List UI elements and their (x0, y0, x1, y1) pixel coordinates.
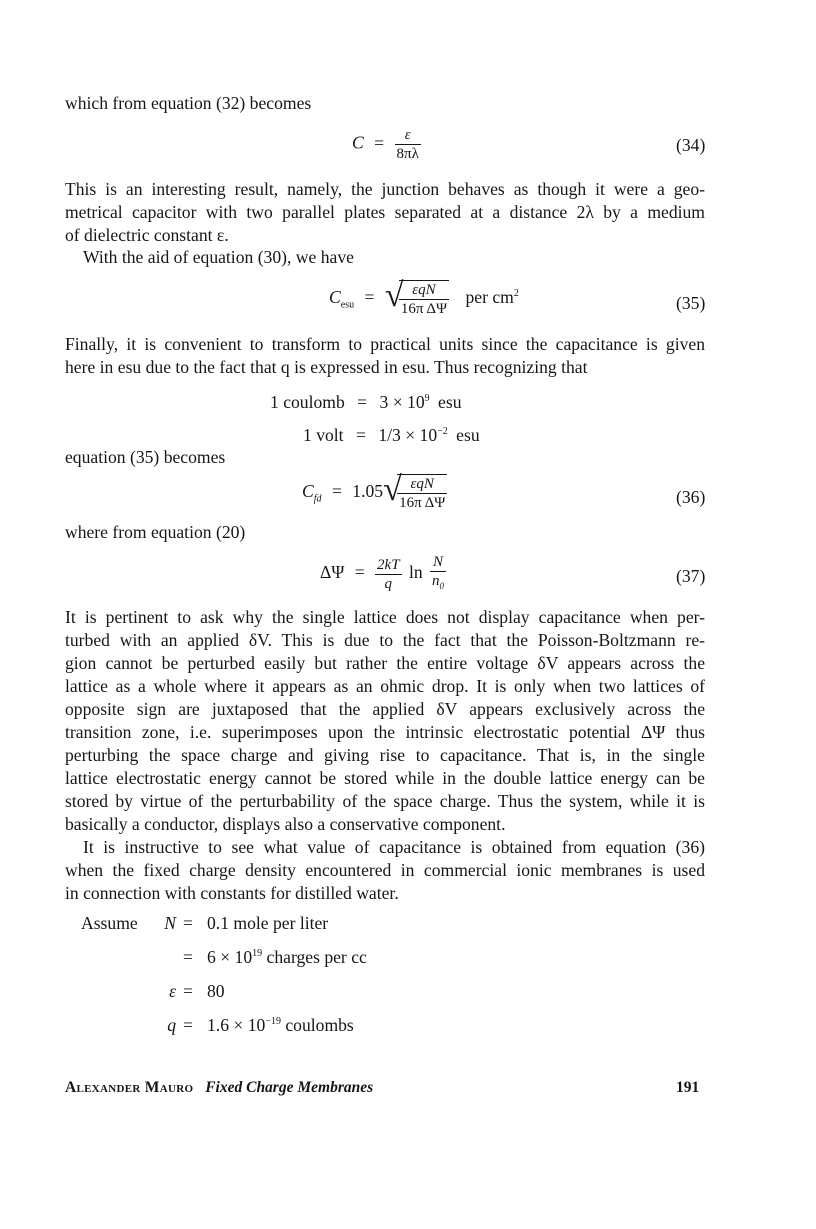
eq36-lhs: C (302, 481, 314, 502)
para-line: in connection with constants for distilled water. (65, 883, 399, 903)
para-line: gion cannot be perturbed easily but rather the entire voltage δV appears across the (65, 653, 705, 673)
assume-equals: = (183, 913, 193, 933)
para-line: basically a conductor, displays also a conservative component. (65, 814, 506, 834)
equation-34 (352, 126, 421, 163)
eq35-equals: = (364, 287, 375, 308)
eq35-radical (384, 277, 449, 318)
assume-sup: −19 (265, 1016, 281, 1028)
intro-text: which from equation (32) becomes (65, 93, 312, 113)
eq35-unit-sup: 2 (513, 288, 519, 300)
eq35-lhs: C (329, 287, 341, 308)
eq36-radical (383, 471, 447, 512)
conv1-lhs: 1 coulomb (270, 392, 345, 412)
eq37-equals: = (354, 562, 365, 583)
eq34-denominator: 8πλ (396, 146, 419, 162)
para-line: stored by virtue of the perturbability of the space charge. Thus the system, while it is (65, 791, 705, 811)
eq37-fraction-1 (375, 556, 402, 593)
page-number: 191 (676, 1079, 700, 1096)
footer-running-head (65, 1079, 373, 1097)
eq37-ln: ln (408, 562, 423, 583)
assume-rhs: 0.1 mole per liter (207, 913, 329, 933)
para-line: metrical capacitor with two parallel plates separated at a distance 2λ by a medium (65, 202, 705, 222)
paragraph-finally (65, 333, 705, 379)
assume-equals: = (183, 981, 193, 1001)
eq37-numerator: 2kT (377, 556, 400, 573)
eq34-numerator: ε (404, 127, 411, 143)
assume-equals: = (183, 1015, 193, 1035)
eq34-lhs: C (352, 132, 364, 153)
assume-lhs: ε (169, 981, 176, 1001)
para-line: perturbing the space charge and giving rise to capacitance. That is, in the single (65, 745, 705, 765)
eq37-den2-sub: 0 (439, 581, 445, 591)
para-line: lattice electrostatic energy cannot be stored while in the double lattice energy can be (65, 768, 705, 788)
assume-rhs-text: 1.6 × 10 (207, 1015, 266, 1035)
assume-rhs (207, 1015, 354, 1036)
paragraph-interesting-result (65, 178, 705, 247)
para-line: lattice as a whole where it appears as an ohmic drop. It is only when two lattices of (65, 676, 705, 696)
eq35-numerator: εqN (412, 282, 436, 298)
eq35-fraction (399, 280, 449, 318)
eq36-lhs-sub: fd (313, 493, 322, 505)
eq36-denominator: 16π ΔΨ (399, 495, 446, 511)
assume-label: Assume (81, 913, 138, 933)
eq35-lhs-sub: esu (340, 299, 355, 311)
eq37-number: (37) (676, 566, 706, 586)
footer-title: Fixed Charge Membranes (205, 1079, 374, 1096)
conv1-rhs: 3 × 10 (379, 392, 425, 412)
para-line: It is pertinent to ask why the single lattice does not display capacitance when per- (65, 607, 705, 627)
eq34-number: (34) (676, 135, 706, 155)
eq35-number: (35) (676, 293, 706, 313)
eq35-unit-text: per cm (465, 287, 514, 308)
conv2-sup: −2 (437, 426, 448, 438)
assume-tail: charges per cc (262, 947, 367, 967)
eq36-numerator: εqN (410, 476, 434, 492)
assume-tail: coulombs (280, 1015, 354, 1035)
assume-rhs-text: 6 × 10 (207, 947, 253, 967)
assume-lhs: q (167, 1015, 176, 1035)
assume-equals: = (183, 947, 193, 967)
conv2-unit: esu (456, 425, 480, 445)
para-line: when the fixed charge density encountered in commercial ionic membranes is used (65, 860, 705, 880)
equation-35 (329, 277, 519, 318)
eq34-equals: = (374, 132, 385, 153)
assume-sup: 19 (252, 948, 263, 960)
conv2-equals: = (355, 425, 366, 445)
eq35-unit (465, 287, 518, 307)
para-line: This is an interesting result, namely, the junction behaves as though it were a geo- (65, 179, 705, 199)
equation-36 (302, 471, 447, 512)
assume-rhs (207, 947, 367, 968)
conversion-volt (303, 425, 480, 446)
conv2-lhs: 1 volt (303, 425, 344, 445)
eq37-numerator-2: N (433, 554, 444, 570)
para-line: turbed with an applied δV. This is due to the fact that the Poisson-Boltzmann re- (65, 630, 705, 650)
eq37-lhs: ΔΨ (320, 562, 345, 583)
eq36-number: (36) (676, 487, 706, 507)
paragraph-instructive (65, 836, 705, 905)
eq37-denominator-2 (430, 571, 446, 595)
eq37-denominator: q (375, 574, 402, 593)
conv1-sup: 9 (424, 393, 430, 405)
eq36-fraction (397, 474, 447, 512)
para-line: here in esu due to the fact that q is expressed in esu. Thus recognizing that (65, 357, 588, 377)
eq36-coefficient: 1.05 (352, 481, 384, 502)
para-line: Finally, it is convenient to transform to practical units since the capacitance is given (65, 334, 705, 354)
conv2-rhs: 1/3 × 10 (378, 425, 438, 445)
where-text: where from equation (20) (65, 522, 246, 542)
assume-lhs: N (164, 913, 176, 933)
conv1-equals: = (357, 392, 368, 412)
aid-text: With the aid of equation (30), we have (83, 247, 354, 267)
eq37-den2-text: n (432, 573, 440, 589)
para-line: opposite sign are juxtaposed that the applied δV appears exclusively across the (65, 699, 705, 719)
eq34-fraction (395, 126, 421, 163)
equation-37 (320, 553, 446, 595)
footer-author: Alexander Mauro (65, 1079, 194, 1096)
eq36-equals: = (331, 481, 342, 502)
eq37-fraction-2 (430, 553, 446, 595)
paragraph-pertinent (65, 606, 705, 836)
sqrt-icon: √ (384, 277, 404, 314)
conv1-unit: esu (438, 392, 462, 412)
assume-rhs: 80 (207, 981, 225, 1001)
eq35-denominator: 16π ΔΨ (400, 301, 448, 317)
para-line: It is instructive to see what value of capacitance is obtained from equation (36) (83, 837, 705, 857)
para-line: of dielectric constant ε. (65, 225, 229, 245)
conversion-coulomb (270, 392, 462, 413)
para-line: transition zone, i.e. superimposes upon the intrinsic electrostatic potential ΔΨ thus (65, 722, 705, 742)
sqrt-icon: √ (383, 471, 402, 508)
eq35-becomes-text: equation (35) becomes (65, 447, 226, 467)
